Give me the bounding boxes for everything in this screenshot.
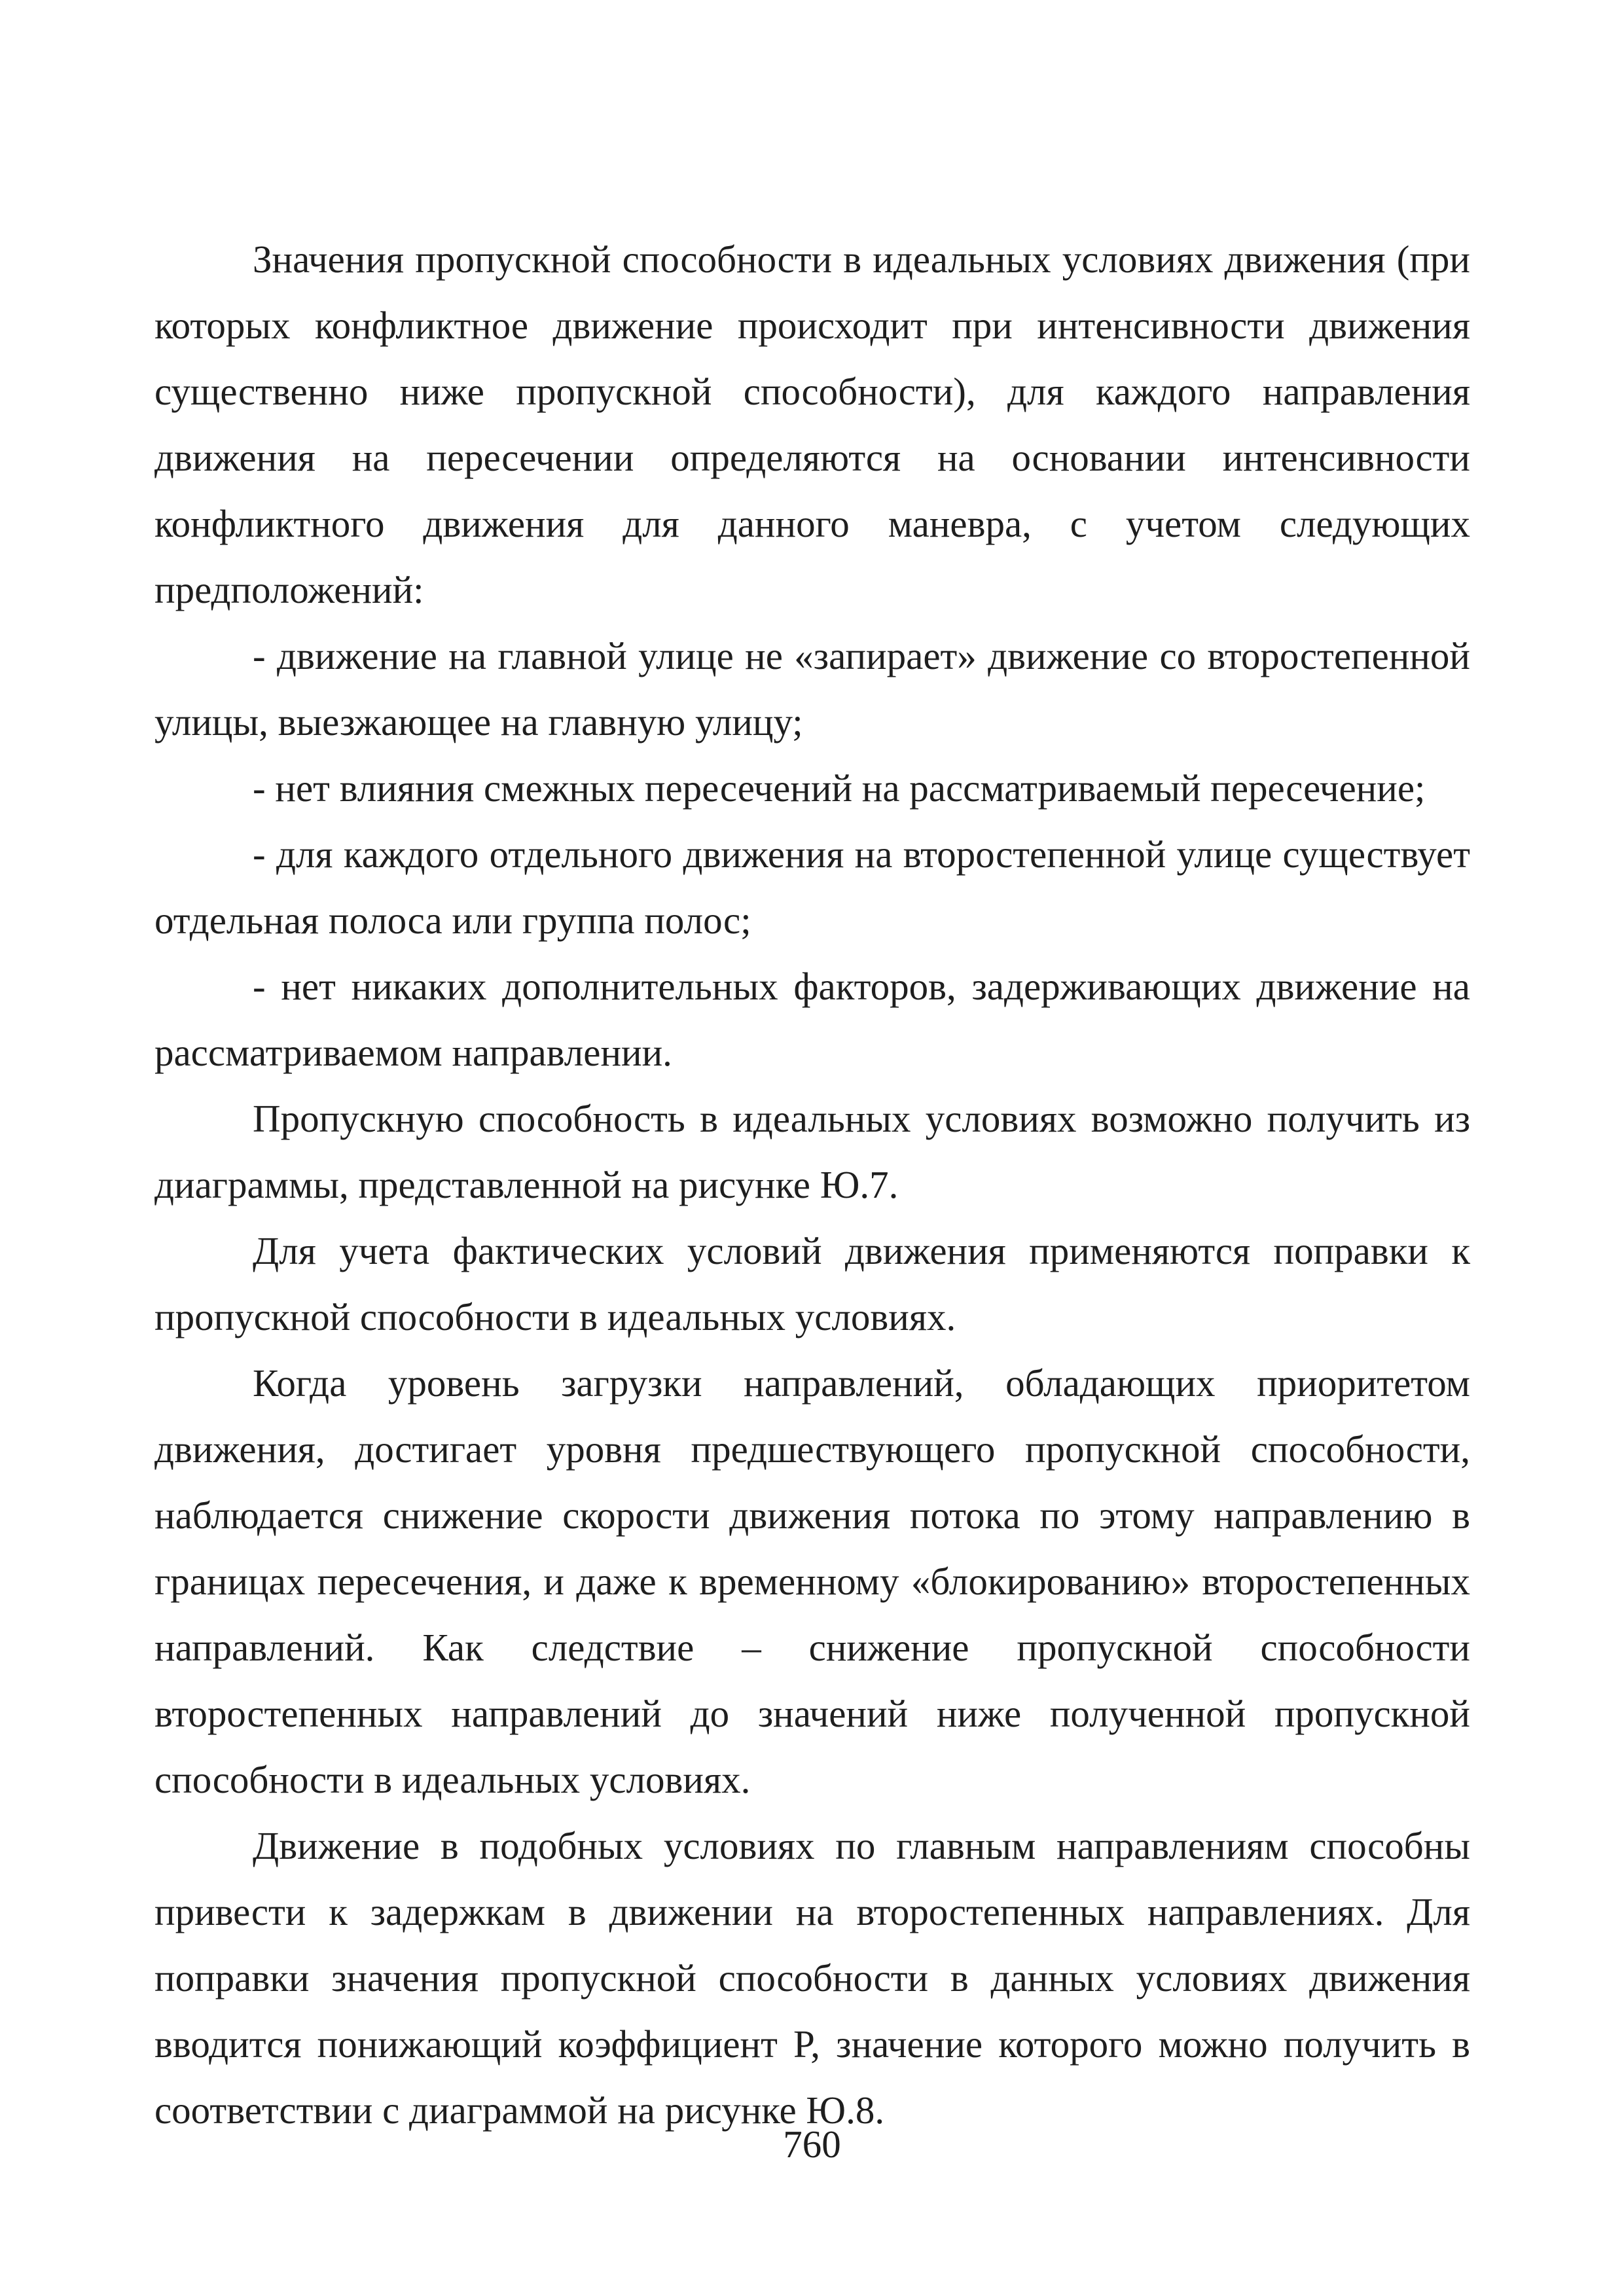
paragraph-assumption-main-street: - движение на главной улице не «запирает» движение со второстепенной улицы, выезжающее на главную улицу;: [154, 634, 1470, 744]
paragraph-factor-p: Движение в подобных условиях по главным направлениям способны привести к задержкам в движении на второстепенных направлениях. Для поправки значения пропускной способности в данных условиях движения вводится понижающий коэффициент P, значение которого можно получить в соответствии с диаграммой на рисунке Ю.8.: [154, 1824, 1470, 2132]
page-number: 760: [783, 2123, 841, 2166]
paragraph-corrections: Для учета фактических условий движения применяются поправки к пропускной способности в идеальных условиях.: [154, 1229, 1470, 1338]
paragraph-priority-load: Когда уровень загрузки направлений, обладающих приоритетом движения, достигает уровня предшествующего пропускной способности, наблюдается снижение скорости движения потока по этому направлению в границах пересечения, и даже к временному «блокированию» второстепенных направлений. Как следствие – снижение пропускной способности второстепенных направлений до значений ниже полученной пропускной способности в идеальных условиях.: [154, 1361, 1470, 1801]
paragraph-assumption-lanes: - для каждого отдельного движения на второстепенной улице существует отдельная полоса или группа полос;: [154, 833, 1470, 942]
paragraph-capacity-ideal-conditions: Значения пропускной способности в идеальных условиях движения (при которых конфликтное движение происходит при интенсивности движения существенно ниже пропускной способности), для каждого направления движения на пересечении определяются на основании интенсивности конфликтного движения для данного маневра, с учетом следующих предположений:: [154, 238, 1470, 611]
body-text: [154, 226, 1470, 2144]
paragraph-assumption-adjacent: - нет влияния смежных пересечений на рассматриваемый пересечение;: [253, 766, 1426, 810]
paragraph-assumption-no-factors: - нет никаких дополнительных факторов, задерживающих движение на рассматриваемом направлении.: [154, 965, 1470, 1074]
paragraph-figure-u7: Пропускную способность в идеальных условиях возможно получить из диаграммы, представленной на рисунке Ю.7.: [154, 1097, 1470, 1206]
